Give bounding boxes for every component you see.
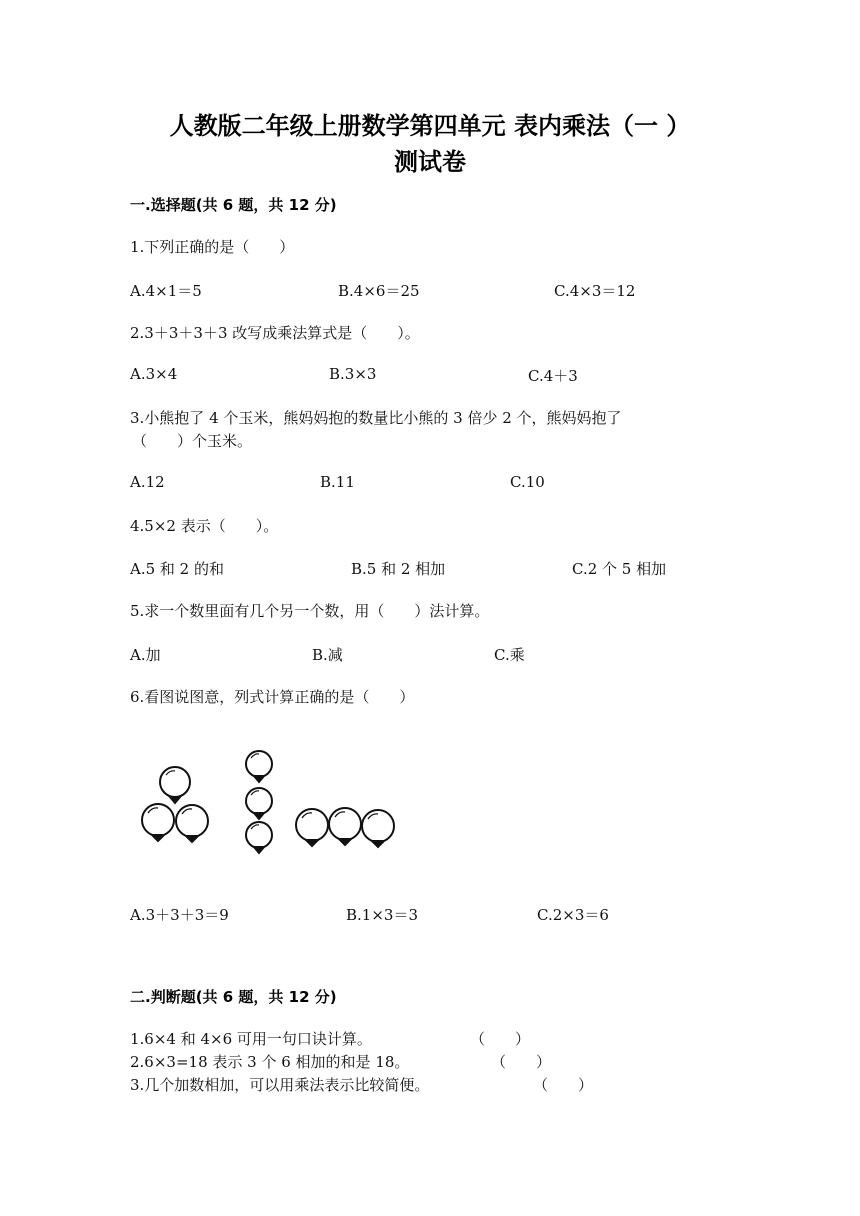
page-title-line2: 测试卷	[394, 148, 466, 176]
question-6-option-c: C.2×3＝6	[537, 906, 609, 924]
question-2-option-a: A.3×4	[130, 365, 178, 383]
section-heading-choice: 一.选择题(共 6 题，共 12 分)	[130, 196, 337, 214]
question-2-stem: 2.3＋3＋3＋3 改写成乘法算式是（ ）。	[130, 324, 420, 342]
judge-item-1-text: 1.6×4 和 4×6 可用一句口诀计算。	[130, 1030, 372, 1048]
question-3-stem: 3.小熊抱了 4 个玉米，熊妈妈抱的数量比小熊的 3 倍少 2 个，熊妈妈抱了	[130, 409, 622, 427]
page-title-line1: 人教版二年级上册数学第四单元 表内乘法（一 ）	[169, 112, 691, 140]
question-5-stem: 5.求一个数里面有几个另一个数，用（ ）法计算。	[130, 602, 490, 620]
balloon-icon	[246, 751, 272, 782]
balloon-icon	[246, 788, 272, 819]
question-6-option-b: B.1×3＝3	[346, 906, 418, 924]
judge-item-1-answer-paren: （ ）	[470, 1030, 531, 1048]
balloon-icon	[296, 809, 328, 846]
balloon-icon	[329, 808, 361, 845]
judge-item-2-text: 2.6×3=18 表示 3 个 6 相加的和是 18。	[130, 1053, 410, 1071]
question-5-option-a: A.加	[130, 646, 161, 664]
question-6-option-a: A.3＋3＋3＝9	[130, 906, 229, 924]
balloon-icon	[362, 810, 394, 847]
balloon-icon	[142, 804, 174, 841]
question-6-stem: 6.看图说图意，列式计算正确的是（ ）	[130, 688, 415, 706]
balloon-icon	[176, 805, 208, 842]
question-5-option-b: B.减	[312, 646, 343, 664]
question-1-option-c: C.4×3＝12	[554, 282, 636, 300]
question-1-stem: 1.下列正确的是（ ）	[130, 238, 295, 256]
question-3-stem-line2: （ ）个玉米。	[132, 432, 253, 450]
question-4-stem: 4.5×2 表示（ ）。	[130, 517, 279, 535]
question-1-option-b: B.4×6＝25	[338, 282, 420, 300]
question-3-option-c: C.10	[510, 473, 545, 491]
balloon-icon	[160, 767, 190, 803]
balloons-illustration	[130, 745, 420, 860]
question-4-option-a: A.5 和 2 的和	[130, 560, 224, 578]
question-3-option-a: A.12	[130, 473, 165, 491]
judge-item-2-answer-paren: （ ）	[491, 1053, 552, 1071]
balloon-icon	[246, 822, 272, 853]
question-4-option-b: B.5 和 2 相加	[351, 560, 446, 578]
question-5-option-c: C.乘	[494, 646, 525, 664]
question-4-option-c: C.2 个 5 相加	[572, 560, 667, 578]
judge-item-3-answer-paren: （ ）	[533, 1076, 594, 1094]
question-2-option-b: B.3×3	[329, 365, 377, 383]
question-1-option-a: A.4×1＝5	[130, 282, 202, 300]
judge-item-3-text: 3.几个加数相加，可以用乘法表示比较简便。	[130, 1076, 430, 1094]
question-3-option-b: B.11	[320, 473, 355, 491]
section-heading-judgement: 二.判断题(共 6 题，共 12 分)	[130, 988, 337, 1006]
question-2-option-c: C.4＋3	[528, 367, 578, 385]
